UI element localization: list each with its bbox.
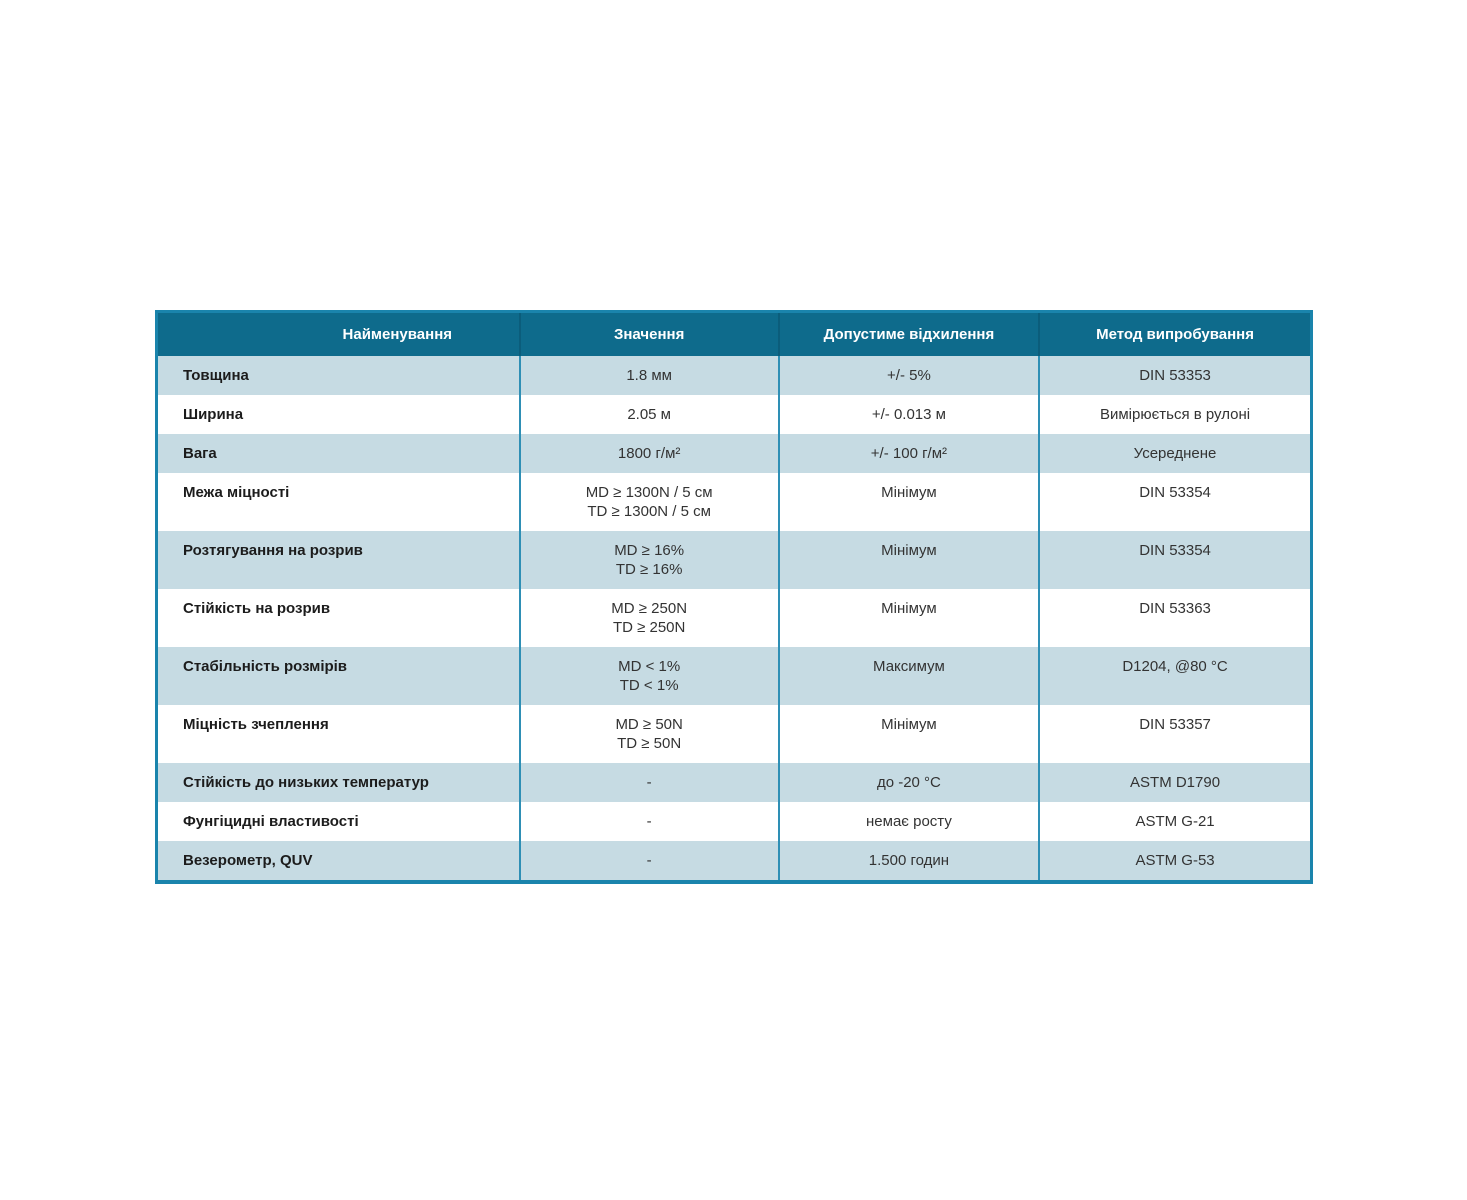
cell-line: 1.8 мм: [626, 367, 672, 384]
cell-line: Стійкість до низьких температур: [183, 774, 429, 791]
table-row: [158, 647, 1310, 705]
row-method-cell: [1038, 647, 1310, 705]
row-deviation-cell: [778, 395, 1038, 434]
cell-line: 2.05 м: [627, 406, 671, 423]
row-name-cell: [158, 802, 519, 841]
row-name-cell: [158, 434, 519, 473]
table-row: [158, 802, 1310, 841]
row-deviation-cell: [778, 434, 1038, 473]
cell-line: TD ≥ 16%: [615, 561, 683, 578]
column-header-name: Найменування: [158, 313, 519, 356]
row-value-cell: [519, 763, 778, 802]
row-method-cell: [1038, 531, 1310, 589]
cell-line: Стійкість на розрив: [183, 600, 331, 617]
cell-line: Мінімум: [881, 600, 937, 617]
row-name-cell: [158, 473, 519, 531]
cell-line: DIN 53363: [1139, 600, 1211, 617]
cell-line: -: [646, 852, 652, 869]
cell-line: +/- 5%: [887, 367, 931, 384]
table-row: [158, 705, 1310, 763]
table-row: [158, 395, 1310, 434]
row-deviation-cell: [778, 802, 1038, 841]
row-deviation-cell: [778, 763, 1038, 802]
cell-line: Стабільність розмірів: [183, 658, 348, 675]
row-method-cell: [1038, 802, 1310, 841]
cell-line: MD ≥ 16%: [614, 542, 685, 559]
cell-line: Максимум: [873, 658, 945, 675]
table-row: [158, 356, 1310, 395]
cell-line: TD ≥ 1300N / 5 см: [587, 503, 711, 520]
cell-line: +/- 100 г/м²: [870, 445, 948, 462]
cell-line: до -20 °C: [876, 774, 941, 791]
cell-line: -: [646, 813, 652, 830]
row-method-cell: [1038, 434, 1310, 473]
cell-line: +/- 0.013 м: [871, 406, 946, 423]
row-name-cell: [158, 589, 519, 647]
cell-line: ASTM D1790: [1130, 774, 1221, 791]
specs-table-container: [155, 310, 1313, 884]
row-name-cell: [158, 763, 519, 802]
column-header-value: Значення: [519, 313, 778, 356]
row-method-cell: [1038, 395, 1310, 434]
cell-line: ASTM G-53: [1135, 852, 1215, 869]
header-row: [158, 313, 1310, 356]
row-value-cell: [519, 434, 778, 473]
row-value-cell: [519, 802, 778, 841]
cell-line: DIN 53357: [1139, 716, 1211, 733]
cell-line: MD ≥ 50N: [615, 716, 683, 733]
row-value-cell: [519, 647, 778, 705]
cell-line: 1.500 годин: [868, 852, 950, 869]
cell-line: немає росту: [866, 813, 952, 830]
column-header-deviation: Допустиме відхилення: [778, 313, 1038, 356]
row-name-cell: [158, 531, 519, 589]
row-value-cell: [519, 395, 778, 434]
cell-line: Межа міцності: [183, 484, 290, 501]
row-method-cell: [1038, 705, 1310, 763]
cell-line: DIN 53354: [1139, 542, 1211, 559]
cell-line: Розтягування на розрив: [183, 542, 363, 559]
cell-line: MD ≥ 250N: [611, 600, 688, 617]
table-row: [158, 841, 1310, 880]
table-row: [158, 589, 1310, 647]
cell-line: ASTM G-21: [1135, 813, 1215, 830]
row-deviation-cell: [778, 589, 1038, 647]
row-value-cell: [519, 531, 778, 589]
table-row: [158, 434, 1310, 473]
row-method-cell: [1038, 473, 1310, 531]
cell-line: Міцність зчеплення: [183, 716, 329, 733]
column-header-method: Метод випробування: [1038, 313, 1310, 356]
cell-line: Усереднене: [1133, 445, 1217, 462]
cell-line: -: [646, 774, 652, 791]
cell-line: Мінімум: [881, 716, 937, 733]
row-deviation-cell: [778, 647, 1038, 705]
table-row: [158, 763, 1310, 802]
cell-line: 1800 г/м²: [617, 445, 681, 462]
row-deviation-cell: [778, 705, 1038, 763]
row-value-cell: [519, 589, 778, 647]
specs-table: [155, 310, 1313, 884]
row-value-cell: [519, 841, 778, 880]
cell-line: Ширина: [183, 406, 244, 423]
row-deviation-cell: [778, 356, 1038, 395]
cell-line: MD ≥ 1300N / 5 см: [585, 484, 713, 501]
row-method-cell: [1038, 356, 1310, 395]
row-deviation-cell: [778, 841, 1038, 880]
cell-line: Везерометр, QUV: [183, 852, 313, 869]
cell-line: Мінімум: [881, 484, 937, 501]
cell-line: TD ≥ 250N: [612, 619, 686, 636]
row-deviation-cell: [778, 531, 1038, 589]
row-value-cell: [519, 356, 778, 395]
row-method-cell: [1038, 841, 1310, 880]
row-method-cell: [1038, 763, 1310, 802]
row-method-cell: [1038, 589, 1310, 647]
cell-line: MD < 1%: [618, 658, 681, 675]
cell-line: Вимірюється в рулоні: [1099, 406, 1251, 423]
cell-line: D1204, @80 °C: [1122, 658, 1228, 675]
table-body: [158, 356, 1310, 880]
row-name-cell: [158, 705, 519, 763]
table-row: [158, 473, 1310, 531]
row-name-cell: [158, 395, 519, 434]
cell-line: Мінімум: [881, 542, 937, 559]
row-deviation-cell: [778, 473, 1038, 531]
row-value-cell: [519, 473, 778, 531]
cell-line: DIN 53353: [1139, 367, 1211, 384]
row-name-cell: [158, 647, 519, 705]
row-name-cell: [158, 841, 519, 880]
cell-line: Вага: [183, 445, 217, 462]
cell-line: DIN 53354: [1139, 484, 1211, 501]
row-name-cell: [158, 356, 519, 395]
cell-line: TD ≥ 50N: [617, 735, 682, 752]
cell-line: Фунгіцидні властивості: [183, 813, 359, 830]
table-row: [158, 531, 1310, 589]
cell-line: Товщина: [183, 367, 249, 384]
row-value-cell: [519, 705, 778, 763]
cell-line: TD < 1%: [619, 677, 679, 694]
